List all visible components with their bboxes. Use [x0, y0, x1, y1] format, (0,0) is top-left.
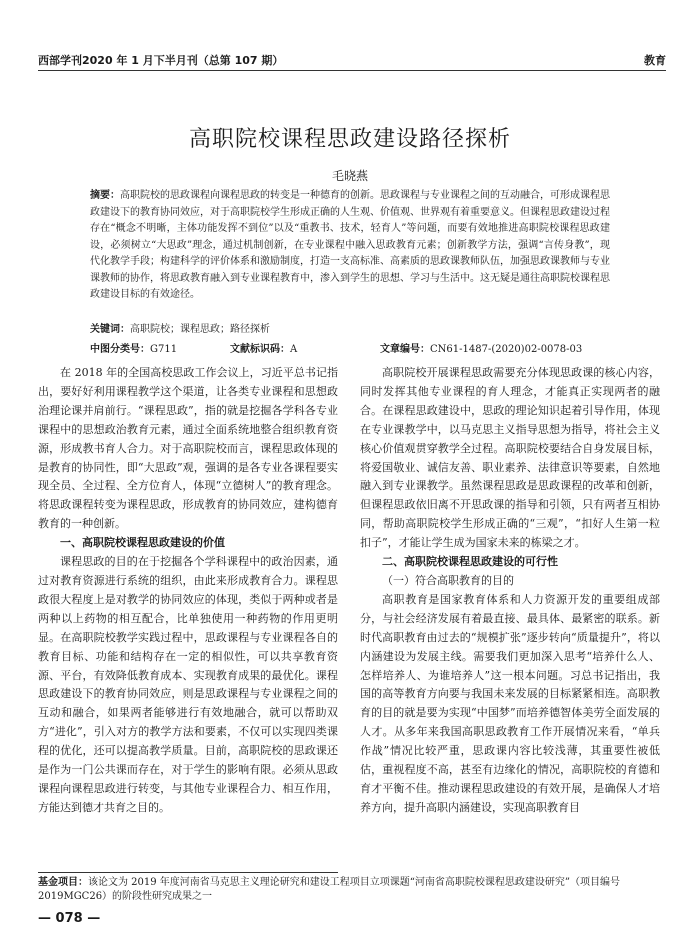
section-heading: 一、高职院校课程思政建设的价值: [60, 536, 225, 550]
article-number: [380, 340, 582, 355]
keywords-label: 关键词：: [90, 324, 130, 335]
clc-label: 中图分类号：: [90, 344, 150, 355]
section-label: 教育: [644, 54, 666, 67]
abstract: [90, 188, 610, 304]
paragraph: 高职教育是国家教育体系和人力资源开发的重要组成部分，与社会经济发展有着最直接、最具体、最紧密的联系。新时代高职教育由过去的“规模扩张”逐步转向“质量提升”，将以内涵建设为发展主线。需要我们更加深入思考“培养什么人、怎样培养人、为谁培养人”这一根本问题。习总书记指出，我国的高等教育方向要与我国未来发展的目标紧紧相连。高职教育的目的就是要为实现“中国梦”而培养德智体美劳全面发展的人才。从多年来我国高职思政教育工作开展情况来看，“单兵作战”情况比较严重，思政课内容比较浅薄，其重要性被低估，重视程度不高，甚至有边缘化的情况，高职院校的育德和育才平衡不佳。推动课程思政建设的有效开展，是确保人才培养方向，提升高职内涵建设，实现高职教育目: [360, 592, 660, 814]
article-no-value: CN61-1487-(2020)02-0078-03: [430, 344, 583, 355]
running-header: [38, 52, 666, 68]
journal-info: 西部学刊2020 年 1 月下半月刊（总第 107 期）: [38, 54, 284, 67]
doc-code-value: A: [290, 344, 298, 355]
section-heading: 二、高职院校课程思政建设的可行性: [382, 555, 558, 569]
footnote-rule: [38, 872, 338, 873]
footnote-label: 基金项目：: [38, 877, 88, 888]
right-column: [360, 364, 660, 818]
paragraph: 在 2018 年的全国高校思政工作会议上，习近平总书记指出，要好好利用课程教学这个渠道，让各类专业课程和思想政治理论课并肩前行。“课程思政”，指的就是挖掘各学科各专业课程中的思想政治教育元素，通过全面系统地整合组织教育资源，形成教书育人合力。对于高职院校而言，课程思政体现的是教育的协同性，即“大思政”观，强调的是各专业各课程要实现全员、全过程、全方位育人，体现“立德树人”的教育理念。将思政课程转变为课程思政，形成教育的协同效应，建构德育教育的一种创新。: [38, 366, 338, 531]
article-author: 毛晓燕: [331, 169, 368, 183]
clc-value: G711: [150, 344, 178, 355]
article-title: 高职院校课程思政建设路径探析: [188, 127, 511, 152]
left-column: [38, 364, 338, 818]
document-code: [230, 340, 297, 355]
footnote-text: 该论文为 2019 年度河南省马克思主义理论研究和建设工程项目立项课题“河南省高职院校课程思政建设研究”（项目编号 2019MGC26）的阶段性研究成果之一: [38, 877, 621, 902]
subsection-heading: （一）符合高职教育的目的: [382, 573, 514, 587]
article-meta: [90, 340, 620, 354]
footnote: [38, 876, 666, 904]
abstract-text: 高职院校的思政课程向课程思政的转变是一种德育的创新。思政课程与专业课程之间的互动融合，可形成课程思政建设下的教育协同效应，对于高职院校学生形成正确的人生观、价值观、世界观有着重要意义。但课程思政建设过程存在“概念不明晰，主体功能发挥不到位”以及“重教书、技术，轻育人”等问题，而要有效地推进高职院校课程思政建设，必须树立“大思政”理念，通过机制创新，在专业课程中融入思政教育元素；创新教学方法，强调“言传身教”，现代化教学手段；构建科学的评价体系和激励制度，打造一支高标准、高素质的思政课教师队伍，加强思政课教师与专业课教师的协作，将思政教育融入到专业课程教育中，渗入到学生的思想、学习与生活中。这无疑是通往高职院校课程思政建设目标的有效途径。: [90, 190, 610, 300]
abstract-label: 摘要：: [90, 190, 120, 201]
paragraph: 高职院校开展课程思政需要充分体现思政课的核心内容，同时发挥其他专业课程的育人理念，才能真正实现两者的融合。在课程思政建设中，思政的理论知识起着引导作用，体现在专业课教学中，以马克思主义指导思想为指导，将社会主义核心价值观贯穿教学全过程。高职院校要结合自身发展目标，将爱国敬业、诚信友善、职业素养、法律意识等要素，自然地融入到专业课教学。虽然课程思政是思政课程的改革和创新，但课程思政依旧离不开思政课的指导和引领，只有两者互相协同，帮助高职院校学生形成正确的“三观”，“扣好人生第一粒扣子”，才能让学生成为国家未来的栋梁之才。: [360, 366, 660, 550]
article-no-label: 文章编号：: [380, 344, 430, 355]
header-rule: [38, 70, 666, 71]
keywords: [90, 320, 610, 335]
page-number: — 078 —: [38, 911, 101, 926]
doc-code-label: 文献标识码：: [230, 344, 290, 355]
clc-number: [90, 340, 177, 355]
paragraph: 课程思政的目的在于挖掘各个学科课程中的政治因素，通过对教育资源进行系统的组织，由此来形成教育合力。课程思政很大程度上是对教学的协同效应的体现，类似于两种或者是两种以上药物的相互配合，比单独使用一种药物的作用更明显。在高职院校教学实践过程中，思政课程与专业课程各自的教育目标、功能和结构存在一定的相似性，可以共享教育资源、平台，有效降低教育成本、实现教育成果的最优化。课程思政建设下的教育协同效应，则是思政课程与专业课程之间的互动和融合，如果两者能够进行有效地融合，就可以帮助双方“进化”，引入对方的教学方法和要素，不仅可以实现四类课程的优化，还可以提高教学质量。目前，高职院校的思政课还是作为一门公共课而存在，对于学生的影响有限。必须从思政课程向课程思政进行转变，与其他专业课程合力、相互作用，方能达到德才共育之目的。: [38, 555, 338, 814]
keywords-text: 高职院校；课程思政；路径探析: [130, 324, 270, 335]
